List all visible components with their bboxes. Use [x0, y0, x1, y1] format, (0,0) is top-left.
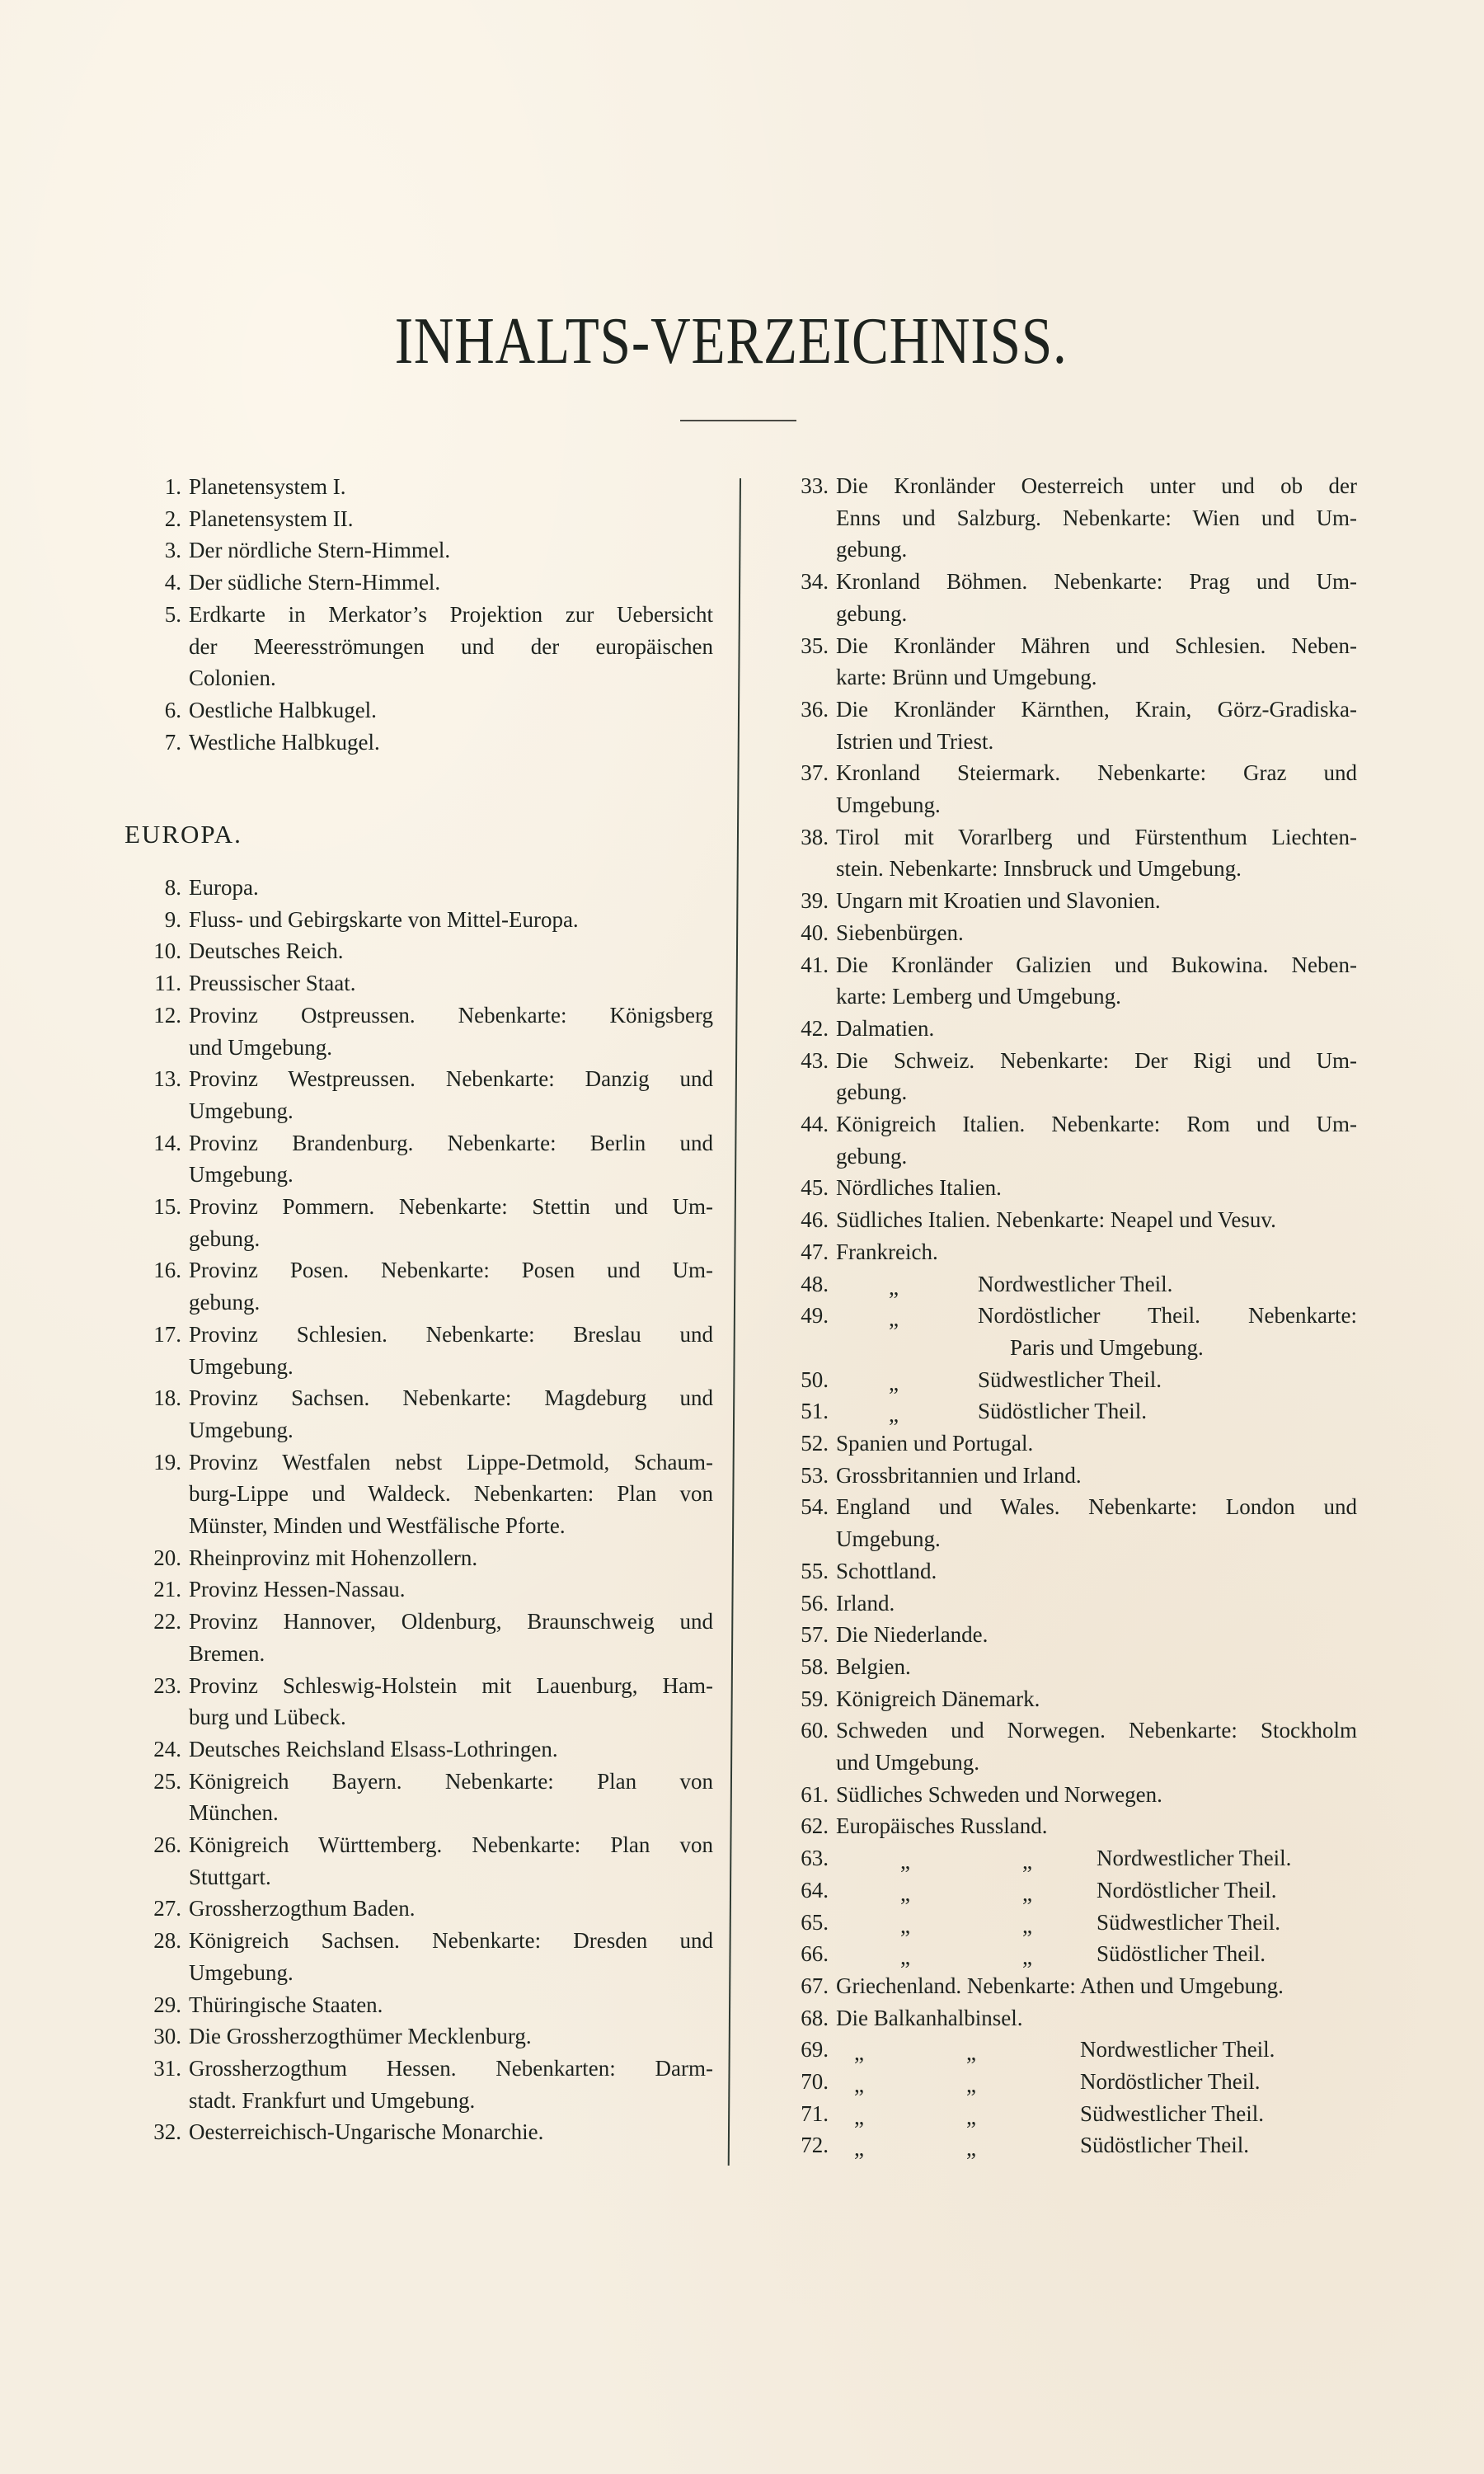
entry-number: 68.: [801, 2005, 829, 2030]
entry-text-line: Münster, Minden und Westfälische Pforte.: [189, 1513, 566, 1538]
entry-text-line: Oestliche Halbkugel.: [189, 697, 377, 722]
entry-text-line: Preussischer Staat.: [189, 971, 356, 996]
entry-number: 26.: [153, 1832, 181, 1857]
entry-text-line: Provinz Hessen-Nassau.: [189, 1577, 406, 1602]
entry-number: 71.: [801, 2100, 829, 2126]
entry-text-line: gebung.: [836, 1079, 908, 1105]
entry-number: 53.: [801, 1462, 829, 1488]
entry-text-line: Provinz Schlesien. Nebenkarte: Breslau und: [189, 1321, 713, 1347]
entry-text-line: Südliches Schweden und Norwegen.: [836, 1781, 1162, 1807]
entry-text-line: Südöstlicher Theil.: [978, 1399, 1147, 1424]
entry-number: 32.: [153, 2119, 181, 2145]
entry-text-line: Provinz Ostpreussen. Nebenkarte: Königsberg: [189, 1002, 713, 1028]
entry-number: 31.: [153, 2055, 181, 2081]
entry-text-line: karte: Brünn und Umgebung.: [836, 665, 1097, 690]
entry-number: 41.: [801, 952, 829, 977]
entry-number: 34.: [801, 569, 829, 595]
ditto-mark: „: [900, 1849, 910, 1874]
ditto-mark: „: [889, 1274, 899, 1300]
entry-text-line: Fluss- und Gebirgskarte von Mittel-Europa.: [189, 906, 579, 932]
entry-text-line: Rheinprovinz mit Hohenzollern.: [189, 1545, 478, 1570]
entry-number: 72.: [801, 2133, 829, 2158]
entry-text-line: Umgebung.: [189, 1098, 294, 1123]
entry-text-line: England und Wales. Nebenkarte: London und: [836, 1494, 1357, 1520]
column-divider: [728, 478, 741, 2166]
entry-text-line: Nordöstlicher Theil. Nebenkarte:: [978, 1303, 1357, 1329]
entry-number: 60.: [801, 1718, 829, 1743]
entry-text-line: Bremen.: [189, 1640, 265, 1666]
entry-text-line: Provinz Westpreussen. Nebenkarte: Danzig und: [189, 1066, 713, 1092]
entry-text-line: Königreich Bayern. Nebenkarte: Plan von: [189, 1768, 713, 1794]
entry-text-line: Schweden und Norwegen. Nebenkarte: Stockholm: [836, 1718, 1357, 1743]
entry-text-line: Ungarn mit Kroatien und Slavonien.: [836, 888, 1161, 914]
entry-number: 8.: [164, 875, 181, 900]
ditto-mark: „: [854, 2072, 864, 2097]
entry-text-line: gebung.: [836, 600, 908, 626]
entry-number: 21.: [153, 1577, 181, 1602]
entry-number: 12.: [153, 1002, 181, 1028]
entry-number: 39.: [801, 888, 829, 914]
entry-text-line: Südöstlicher Theil.: [1080, 2133, 1249, 2158]
entry-text-line: Griechenland. Nebenkarte: Athen und Umgebung.: [836, 1973, 1284, 1998]
entry-number: 70.: [801, 2069, 829, 2094]
entry-number: 14.: [153, 1130, 181, 1155]
entry-number: 61.: [801, 1781, 829, 1807]
entry-text-line: burg-Lippe und Waldeck. Nebenkarten: Plan von: [189, 1481, 713, 1507]
entry-text-line: Provinz Posen. Nebenkarte: Posen und Um-: [189, 1258, 713, 1283]
entry-number: 54.: [801, 1494, 829, 1520]
page-title-text: INHALTS-VERZEICHNISS.: [395, 305, 1068, 378]
entry-text-line: der Meeresströmungen und der europäischen: [189, 633, 713, 659]
ditto-mark: „: [966, 2040, 976, 2066]
entry-text-line: gebung.: [836, 537, 908, 562]
entry-text-line: Provinz Brandenburg. Nebenkarte: Berlin und: [189, 1130, 713, 1155]
entry-text-line: Spanien und Portugal.: [836, 1431, 1034, 1456]
entry-text-line: Paris und Umgebung.: [1010, 1334, 1204, 1360]
entry-number: 37.: [801, 760, 829, 786]
entry-number: 50.: [801, 1366, 829, 1392]
entry-number: 59.: [801, 1686, 829, 1711]
entry-text-line: und Umgebung.: [189, 1034, 332, 1060]
entry-text-line: Istrien und Triest.: [836, 728, 994, 754]
entry-text-line: Die Schweiz. Nebenkarte: Der Rigi und Um-: [836, 1047, 1357, 1073]
entry-number: 11.: [154, 971, 181, 996]
entry-number: 6.: [164, 697, 181, 722]
entry-text-line: Nördliches Italien.: [836, 1175, 1002, 1201]
entry-text-line: Königreich Italien. Nebenkarte: Rom und Um-: [836, 1112, 1357, 1136]
entry-text-line: Oesterreichisch-Ungarische Monarchie.: [189, 2119, 544, 2145]
entry-text-line: Südwestlicher Theil.: [978, 1366, 1162, 1392]
entry-text-line: Grossherzogthum Hessen. Nebenkarten: Darm-: [189, 2055, 713, 2081]
entry-number: 38.: [801, 824, 829, 849]
entry-text-line: Frankreich.: [836, 1239, 938, 1264]
entry-number: 22.: [153, 1609, 181, 1634]
entry-number: 27.: [153, 1896, 181, 1921]
entry-text-line: Stuttgart.: [189, 1864, 271, 1889]
ditto-mark: „: [900, 1945, 910, 1970]
entry-text-line: burg und Lübeck.: [189, 1705, 346, 1730]
entry-number: 65.: [801, 1909, 829, 1935]
entry-number: 7.: [164, 729, 181, 755]
entry-text-line: karte: Lemberg und Umgebung.: [836, 984, 1121, 1009]
entry-text-line: Schottland.: [836, 1558, 937, 1583]
entry-number: 25.: [153, 1768, 181, 1794]
entry-number: 45.: [801, 1175, 829, 1201]
entry-number: 10.: [153, 938, 181, 964]
entry-text-line: Westliche Halbkugel.: [189, 729, 380, 755]
entry-number: 16.: [153, 1258, 181, 1283]
entry-number: 42.: [801, 1015, 829, 1041]
entry-text-line: Südöstlicher Theil.: [1097, 1941, 1266, 1967]
entry-text-line: stadt. Frankfurt und Umgebung.: [189, 2087, 476, 2113]
entry-number: 28.: [153, 1928, 181, 1954]
entry-text-line: Nordöstlicher Theil.: [1080, 2069, 1261, 2094]
entry-text-line: Planetensystem I.: [189, 474, 346, 499]
entry-text-line: Die Kronländer Oesterreich unter und ob der: [836, 473, 1357, 498]
ditto-mark: „: [1022, 1912, 1032, 1938]
entry-text-line: Umgebung.: [189, 1959, 294, 1985]
entry-text-line: Enns und Salzburg. Nebenkarte: Wien und Um-: [836, 505, 1357, 530]
entry-text-line: gebung.: [836, 1143, 908, 1169]
entry-text-line: Grossherzogthum Baden.: [189, 1896, 416, 1921]
entry-number: 49.: [801, 1303, 829, 1329]
entry-text-line: Umgebung.: [836, 1526, 941, 1552]
ditto-mark: „: [854, 2136, 864, 2161]
entry-number: 29.: [153, 1992, 181, 2017]
entry-number: 67.: [801, 1973, 829, 1998]
entry-text-line: Die Kronländer Kärnthen, Krain, Görz-Gradiska-: [836, 696, 1357, 722]
entry-number: 33.: [801, 473, 829, 498]
entry-text-line: Deutsches Reich.: [189, 938, 344, 964]
entry-text-line: Nordöstlicher Theil.: [1097, 1877, 1277, 1903]
entry-number: 19.: [153, 1449, 181, 1475]
entry-number: 18.: [153, 1385, 181, 1411]
entry-number: 56.: [801, 1590, 829, 1616]
entry-text-line: Planetensystem II.: [189, 506, 354, 531]
entry-text-line: stein. Nebenkarte: Innsbruck und Umgebung.: [836, 856, 1242, 882]
entry-text-line: Thüringische Staaten.: [189, 1992, 383, 2017]
section-heading-europa: EUROPA.: [124, 820, 242, 849]
ditto-mark: „: [1022, 1849, 1032, 1874]
entry-number: 51.: [801, 1399, 829, 1424]
entry-number: 55.: [801, 1558, 829, 1583]
entry-number: 52.: [801, 1431, 829, 1456]
entry-number: 20.: [153, 1545, 181, 1570]
ditto-mark: „: [854, 2040, 864, 2066]
entry-text-line: Irland.: [836, 1590, 895, 1616]
entry-text-line: Europa.: [189, 875, 259, 900]
title-divider: [680, 420, 796, 421]
entry-text-line: Dalmatien.: [836, 1015, 935, 1041]
entry-text-line: Belgien.: [836, 1653, 911, 1679]
ditto-mark: „: [889, 1370, 899, 1395]
entry-text-line: München.: [189, 1800, 279, 1826]
entry-text-line: Provinz Pommern. Nebenkarte: Stettin und Um-: [189, 1194, 713, 1219]
ditto-mark: „: [889, 1402, 899, 1427]
entry-number: 66.: [801, 1941, 829, 1967]
entry-number: 15.: [153, 1194, 181, 1219]
entry-text-line: Provinz Schleswig-Holstein mit Lauenburg, Ham-: [189, 1672, 713, 1698]
ditto-mark: „: [966, 2104, 976, 2129]
entry-number: 2.: [164, 506, 181, 531]
ditto-mark: „: [889, 1306, 899, 1332]
entry-number: 64.: [801, 1877, 829, 1903]
entry-text-line: Südliches Italien. Nebenkarte: Neapel und Vesuv.: [836, 1207, 1276, 1233]
entry-text-line: Tirol mit Vorarlberg und Fürstenthum Liechten-: [836, 824, 1357, 849]
page-title: [0, 305, 1473, 378]
entry-number: 13.: [153, 1066, 181, 1092]
entry-text-line: Erdkarte in Merkator’s Projektion zur Uebersicht: [189, 601, 713, 627]
entry-text-line: Die Grossherzogthümer Mecklenburg.: [189, 2024, 532, 2049]
entry-number: 63.: [801, 1846, 829, 1871]
ditto-mark: „: [854, 2104, 864, 2129]
entry-text-line: und Umgebung.: [836, 1750, 979, 1775]
entry-number: 4.: [164, 570, 181, 595]
entry-text-line: Königreich Sachsen. Nebenkarte: Dresden und: [189, 1928, 713, 1954]
entry-number: 62.: [801, 1813, 829, 1839]
entry-number: 3.: [164, 538, 181, 563]
entry-number: 48.: [801, 1271, 829, 1296]
ditto-mark: „: [900, 1912, 910, 1938]
entry-text-line: Europäisches Russland.: [836, 1813, 1048, 1839]
entry-text-line: Südwestlicher Theil.: [1097, 1909, 1280, 1935]
entry-text-line: Kronland Böhmen. Nebenkarte: Prag und Um-: [836, 569, 1357, 595]
entry-text-line: Deutsches Reichsland Elsass-Lothringen.: [189, 1736, 558, 1761]
entry-text-line: Nordwestlicher Theil.: [1097, 1846, 1292, 1871]
entry-text-line: Kronland Steiermark. Nebenkarte: Graz und: [836, 760, 1357, 786]
ditto-mark: „: [900, 1880, 910, 1906]
entry-number: 9.: [164, 906, 181, 932]
entry-number: 47.: [801, 1239, 829, 1264]
entry-number: 23.: [153, 1672, 181, 1698]
entry-text-line: Umgebung.: [189, 1417, 294, 1442]
entry-text-line: Provinz Westfalen nebst Lippe-Detmold, Schaum-: [189, 1449, 713, 1475]
entry-number: 57.: [801, 1622, 829, 1648]
entry-number: 1.: [164, 474, 181, 499]
entry-text-line: Umgebung.: [189, 1353, 294, 1379]
entry-text-line: Königreich Württemberg. Nebenkarte: Plan von: [189, 1832, 713, 1857]
entry-text-line: Königreich Dänemark.: [836, 1686, 1040, 1711]
entry-number: 58.: [801, 1653, 829, 1679]
ditto-mark: „: [1022, 1945, 1032, 1970]
entry-text-line: Umgebung.: [836, 793, 941, 817]
ditto-mark: „: [1022, 1880, 1032, 1906]
entry-text-line: gebung.: [189, 1290, 261, 1315]
entry-text-line: Der südliche Stern-Himmel.: [189, 570, 441, 595]
entry-text-line: Die Kronländer Mähren und Schlesien. Neben-: [836, 633, 1357, 658]
entry-text-line: Südwestlicher Theil.: [1080, 2100, 1264, 2126]
entry-text-line: Siebenbürgen.: [836, 920, 964, 945]
entry-text-line: Die Balkanhalbinsel.: [836, 2005, 1023, 2030]
ditto-mark: „: [966, 2136, 976, 2161]
entry-text-line: Umgebung.: [189, 1162, 294, 1188]
entry-text-line: gebung.: [189, 1225, 261, 1251]
entry-text-line: Provinz Hannover, Oldenburg, Braunschweig und: [189, 1609, 713, 1634]
entry-text-line: Die Niederlande.: [836, 1622, 989, 1648]
entry-number: 35.: [801, 633, 829, 658]
entry-text-line: Colonien.: [189, 666, 276, 691]
entry-text-line: Nordwestlicher Theil.: [1080, 2037, 1275, 2062]
entry-number: 46.: [801, 1207, 829, 1233]
entry-number: 5.: [164, 601, 181, 627]
entry-number: 24.: [153, 1736, 181, 1761]
entry-number: 43.: [801, 1047, 829, 1073]
entry-text-line: Provinz Sachsen. Nebenkarte: Magdeburg und: [189, 1385, 713, 1411]
entry-number: 40.: [801, 920, 829, 945]
entry-number: 69.: [801, 2037, 829, 2062]
entry-number: 30.: [153, 2024, 181, 2049]
entry-number: 36.: [801, 696, 829, 722]
entry-number: 44.: [801, 1112, 829, 1136]
entry-text-line: Nordwestlicher Theil.: [978, 1271, 1173, 1296]
entry-number: 17.: [153, 1321, 181, 1347]
entry-text-line: Grossbritannien und Irland.: [836, 1462, 1082, 1488]
entry-text-line: Der nördliche Stern-Himmel.: [189, 538, 451, 563]
ditto-mark: „: [966, 2072, 976, 2097]
entry-text-line: Die Kronländer Galizien und Bukowina. Neben-: [836, 952, 1357, 977]
